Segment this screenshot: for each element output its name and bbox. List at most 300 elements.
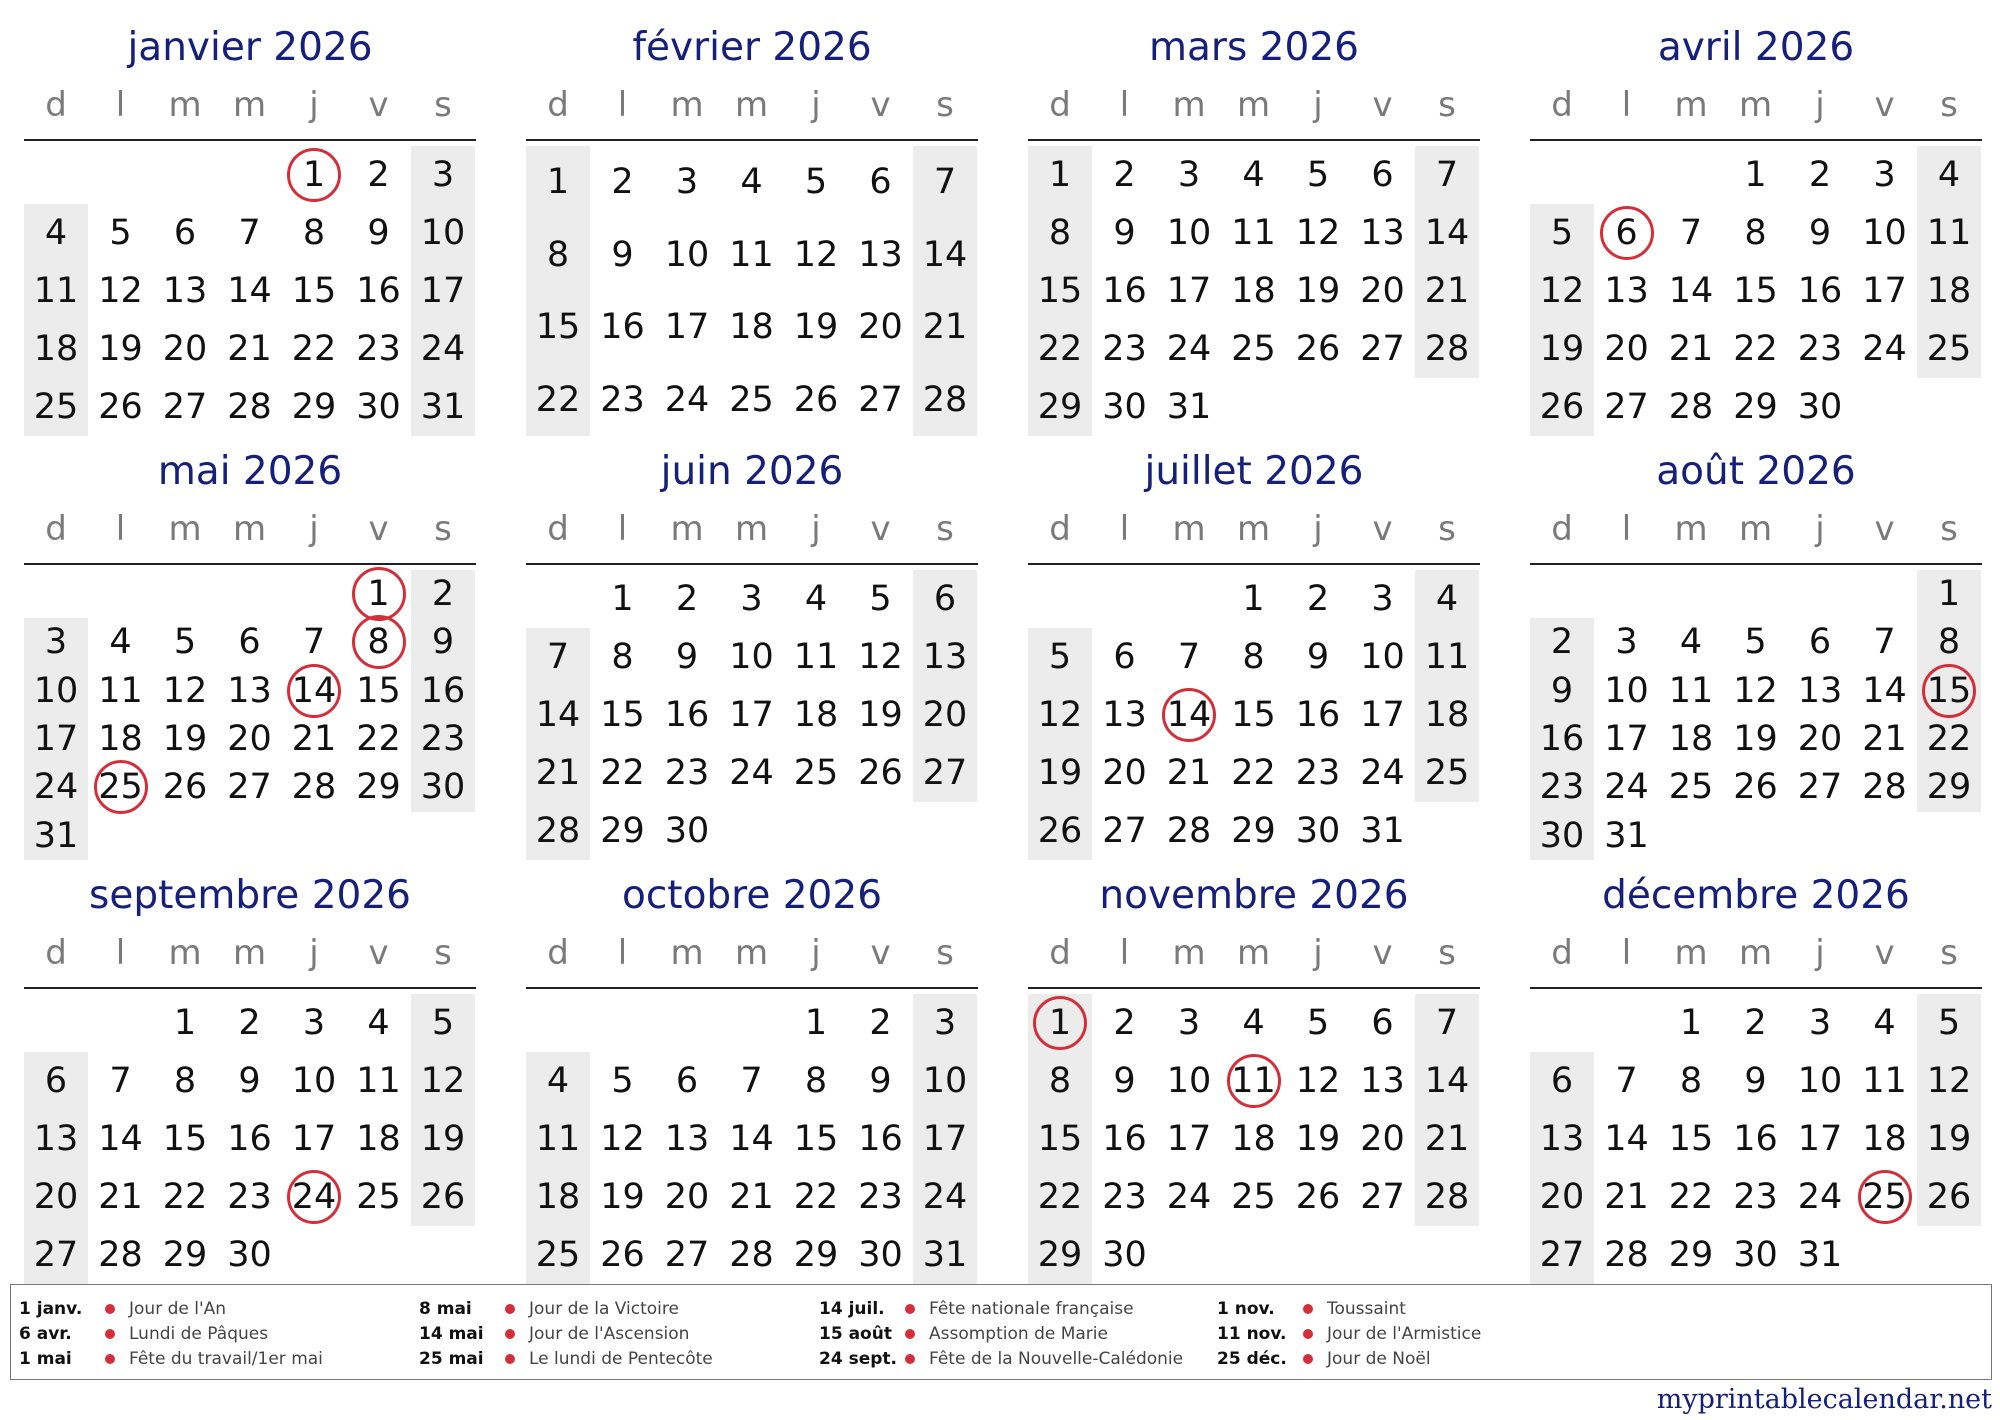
day-cell: 13 bbox=[858, 234, 903, 275]
day-cell: 23 bbox=[420, 719, 466, 759]
day-cell: 19 bbox=[858, 695, 903, 735]
day-cell: 21 bbox=[227, 329, 272, 369]
day-cell: 6 bbox=[44, 1061, 68, 1101]
legend-bullet-icon bbox=[905, 1354, 915, 1364]
weekday-label: m bbox=[670, 933, 704, 973]
day-cell: 6 bbox=[1550, 1061, 1574, 1101]
day-cell: 27 bbox=[1539, 1235, 1585, 1275]
day-cell: 7 bbox=[546, 637, 570, 677]
legend-name: Fête nationale française bbox=[929, 1299, 1134, 1319]
day-cell: 28 bbox=[922, 379, 968, 420]
legend-entry bbox=[19, 1297, 409, 1321]
day-cell: 31 bbox=[1604, 815, 1649, 856]
weekday-label: m bbox=[734, 933, 769, 973]
weekday-label: v bbox=[1874, 85, 1895, 125]
day-cell: 18 bbox=[1231, 271, 1276, 311]
month-title: mai 2026 bbox=[157, 449, 343, 494]
day-cell: 20 bbox=[664, 1177, 710, 1217]
day-cell: 30 bbox=[227, 1235, 272, 1275]
day-cell: 24 bbox=[33, 767, 79, 808]
day-cell: 22 bbox=[535, 379, 581, 420]
day-cell: 23 bbox=[1295, 753, 1341, 793]
weekday-label: s bbox=[434, 85, 452, 125]
weekday-label: m bbox=[168, 509, 202, 549]
day-cell: 6 bbox=[1371, 155, 1394, 195]
weekday-label: d bbox=[45, 85, 67, 125]
day-cell: 31 bbox=[922, 1235, 968, 1275]
legend-entry bbox=[1217, 1297, 1607, 1321]
header-divider bbox=[1530, 139, 1982, 141]
day-cell: 7 bbox=[238, 213, 261, 253]
day-cell: 13 bbox=[227, 670, 272, 711]
legend-entry bbox=[1217, 1347, 1607, 1371]
day-cell: 21 bbox=[729, 1177, 774, 1217]
day-cell: 29 bbox=[291, 387, 337, 427]
day-cell: 2 bbox=[1113, 155, 1136, 195]
day-cell: 17 bbox=[420, 271, 466, 311]
legend-entry bbox=[819, 1347, 1209, 1371]
day-cell: 15 bbox=[356, 670, 401, 711]
day-cell: 2 bbox=[1808, 155, 1832, 195]
weekday-header bbox=[1530, 928, 1982, 978]
month-5 bbox=[24, 444, 476, 854]
day-cell: 2 bbox=[1113, 1003, 1136, 1043]
day-cell: 4 bbox=[1435, 579, 1459, 619]
weekday-label: l bbox=[115, 509, 126, 549]
weekday-label: m bbox=[1236, 933, 1271, 973]
day-cell: 25 bbox=[356, 1177, 401, 1217]
day-cell: 3 bbox=[1177, 1003, 1201, 1043]
day-cell: 10 bbox=[1166, 1061, 1212, 1101]
day-cell: 3 bbox=[44, 622, 68, 663]
day-cell: 21 bbox=[535, 753, 581, 793]
day-cell: 26 bbox=[1037, 811, 1083, 851]
day-grid bbox=[1530, 994, 1982, 1284]
weekday-label: j bbox=[309, 933, 319, 973]
day-cell: 9 bbox=[1550, 670, 1574, 711]
weekday-header bbox=[526, 504, 978, 554]
day-cell: 21 bbox=[291, 719, 337, 759]
weekday-label: m bbox=[734, 509, 769, 549]
holiday-day-cell: 1 bbox=[347, 570, 411, 618]
weekday-label: d bbox=[1551, 933, 1573, 973]
day-cell: 13 bbox=[1539, 1119, 1585, 1159]
day-cell: 5 bbox=[431, 1003, 455, 1043]
legend-date: 14 juil. bbox=[819, 1299, 885, 1319]
day-cell: 30 bbox=[1797, 387, 1843, 427]
legend-date: 14 mai bbox=[419, 1324, 484, 1344]
day-grid bbox=[24, 146, 476, 436]
day-cell: 12 bbox=[600, 1119, 645, 1159]
legend-name: Fête de la Nouvelle-Calédonie bbox=[929, 1349, 1184, 1369]
day-cell: 8 bbox=[804, 1061, 828, 1101]
legend-date: 15 août bbox=[819, 1324, 892, 1344]
day-cell: 22 bbox=[1733, 329, 1778, 369]
legend-bullet-icon bbox=[105, 1329, 115, 1339]
day-cell: 8 bbox=[1937, 622, 1961, 663]
weekday-header bbox=[1530, 80, 1982, 130]
weekday-label: l bbox=[1621, 509, 1632, 549]
day-cell: 5 bbox=[173, 622, 197, 663]
day-cell: 2 bbox=[367, 155, 390, 195]
day-cell: 19 bbox=[1539, 329, 1585, 369]
header-divider bbox=[1028, 563, 1480, 565]
day-cell: 15 bbox=[535, 307, 581, 347]
day-cell: 11 bbox=[1926, 213, 1972, 253]
month-6 bbox=[526, 444, 978, 854]
weekday-label: v bbox=[368, 509, 389, 549]
weekday-label: l bbox=[1621, 933, 1632, 973]
day-cell: 9 bbox=[431, 622, 455, 663]
weekday-label: m bbox=[1674, 85, 1708, 125]
legend-bullet-icon bbox=[1303, 1329, 1313, 1339]
day-cell: 23 bbox=[1797, 329, 1843, 369]
day-cell: 14 bbox=[227, 271, 272, 311]
day-cell: 16 bbox=[1102, 271, 1147, 311]
day-cell: 14 bbox=[98, 1119, 143, 1159]
legend-bullet-icon bbox=[105, 1304, 115, 1314]
day-cell: 3 bbox=[302, 1003, 326, 1043]
day-cell: 20 bbox=[162, 329, 208, 369]
day-cell: 7 bbox=[1679, 213, 1703, 253]
month-title: novembre 2026 bbox=[1099, 873, 1409, 918]
day-cell: 18 bbox=[729, 307, 774, 347]
month-title: septembre 2026 bbox=[89, 873, 411, 918]
weekday-label: v bbox=[368, 85, 389, 125]
month-11 bbox=[1028, 868, 1480, 1278]
weekday-label: m bbox=[670, 85, 704, 125]
day-cell: 24 bbox=[1166, 329, 1212, 369]
day-cell: 28 bbox=[1424, 329, 1470, 369]
day-cell: 22 bbox=[1231, 753, 1276, 793]
day-cell: 13 bbox=[162, 271, 208, 311]
day-cell: 3 bbox=[1808, 1003, 1832, 1043]
month-7 bbox=[1028, 444, 1480, 854]
day-cell: 5 bbox=[1744, 622, 1767, 663]
legend-name: Jour de Noël bbox=[1327, 1349, 1431, 1369]
day-cell: 3 bbox=[1177, 155, 1201, 195]
day-cell: 10 bbox=[291, 1061, 337, 1101]
weekday-header bbox=[1530, 504, 1982, 554]
day-cell: 13 bbox=[33, 1119, 79, 1159]
day-cell: 27 bbox=[227, 767, 272, 808]
legend-name: Jour de la Victoire bbox=[529, 1299, 679, 1319]
holiday-day-cell: 6 bbox=[1595, 204, 1659, 262]
legend-entry bbox=[19, 1322, 409, 1346]
legend-name: Assomption de Marie bbox=[929, 1324, 1108, 1344]
header-divider bbox=[526, 563, 978, 565]
day-cell: 11 bbox=[356, 1061, 401, 1101]
weekday-label: v bbox=[870, 933, 891, 973]
day-cell: 28 bbox=[1862, 767, 1907, 808]
day-cell: 16 bbox=[600, 307, 645, 347]
day-cell: 3 bbox=[1615, 622, 1638, 663]
day-cell: 25 bbox=[1926, 329, 1972, 369]
day-cell: 30 bbox=[356, 387, 401, 427]
day-cell: 27 bbox=[1360, 1177, 1405, 1217]
day-cell: 16 bbox=[1733, 1119, 1778, 1159]
day-cell: 25 bbox=[1231, 1177, 1276, 1217]
day-cell: 8 bbox=[1679, 1061, 1703, 1101]
day-cell: 26 bbox=[1295, 1177, 1341, 1217]
day-cell: 27 bbox=[1797, 767, 1843, 808]
day-cell: 5 bbox=[611, 1061, 634, 1101]
header-divider bbox=[1028, 139, 1480, 141]
day-cell: 13 bbox=[1604, 271, 1649, 311]
day-cell: 5 bbox=[1306, 155, 1330, 195]
day-cell: 1 bbox=[546, 162, 570, 202]
month-title: février 2026 bbox=[632, 25, 872, 70]
day-cell: 9 bbox=[1808, 213, 1832, 253]
day-cell: 26 bbox=[858, 753, 903, 793]
day-cell: 2 bbox=[238, 1003, 261, 1043]
day-cell: 18 bbox=[1668, 719, 1714, 759]
legend-entry bbox=[419, 1322, 809, 1346]
day-cell: 11 bbox=[1668, 670, 1714, 711]
day-cell: 5 bbox=[1306, 1003, 1330, 1043]
day-cell: 19 bbox=[420, 1119, 466, 1159]
day-cell: 15 bbox=[600, 695, 645, 735]
day-cell: 23 bbox=[1733, 1177, 1778, 1217]
weekday-label: d bbox=[1049, 85, 1071, 125]
day-cell: 4 bbox=[740, 162, 763, 202]
day-cell: 25 bbox=[793, 753, 839, 793]
day-cell: 1 bbox=[1744, 155, 1767, 195]
day-cell: 12 bbox=[1733, 670, 1778, 711]
day-cell: 11 bbox=[98, 670, 143, 711]
month-title: mars 2026 bbox=[1149, 25, 1359, 70]
day-cell: 20 bbox=[1797, 719, 1843, 759]
legend-name: Toussaint bbox=[1327, 1299, 1406, 1319]
day-cell: 10 bbox=[1604, 670, 1649, 711]
legend-name: Le lundi de Pentecôte bbox=[529, 1349, 713, 1369]
legend-date: 8 mai bbox=[419, 1299, 472, 1319]
header-divider bbox=[24, 139, 476, 141]
legend-name: Jour de l'Ascension bbox=[529, 1324, 690, 1344]
day-cell: 23 bbox=[858, 1177, 903, 1217]
weekday-label: m bbox=[1738, 85, 1773, 125]
weekday-label: d bbox=[547, 509, 569, 549]
day-cell: 27 bbox=[664, 1235, 710, 1275]
weekday-label: l bbox=[1119, 933, 1130, 973]
month-10 bbox=[526, 868, 978, 1278]
day-cell: 9 bbox=[869, 1061, 892, 1101]
day-cell: 7 bbox=[1435, 1003, 1459, 1043]
weekday-label: l bbox=[115, 933, 126, 973]
day-cell: 5 bbox=[1550, 213, 1574, 253]
holiday-day-cell: 24 bbox=[282, 1168, 346, 1226]
day-cell: 5 bbox=[869, 579, 892, 619]
weekday-label: d bbox=[1551, 509, 1573, 549]
weekday-label: d bbox=[547, 933, 569, 973]
day-cell: 17 bbox=[1797, 1119, 1843, 1159]
day-cell: 30 bbox=[1539, 815, 1585, 856]
weekday-header bbox=[1028, 80, 1480, 130]
day-cell: 10 bbox=[729, 637, 774, 677]
day-cell: 26 bbox=[420, 1177, 466, 1217]
day-cell: 7 bbox=[933, 162, 957, 202]
day-cell: 9 bbox=[675, 637, 699, 677]
day-cell: 12 bbox=[793, 234, 839, 275]
day-cell: 21 bbox=[1668, 329, 1714, 369]
day-cell: 20 bbox=[227, 719, 272, 759]
day-cell: 4 bbox=[367, 1003, 390, 1043]
weekday-label: m bbox=[1674, 933, 1708, 973]
weekday-label: m bbox=[168, 85, 202, 125]
day-cell: 18 bbox=[1231, 1119, 1276, 1159]
legend-entry bbox=[819, 1322, 1209, 1346]
day-cell: 14 bbox=[1424, 1061, 1470, 1101]
weekday-label: m bbox=[1172, 85, 1206, 125]
day-cell: 18 bbox=[33, 329, 79, 369]
day-cell: 29 bbox=[1231, 811, 1276, 851]
day-cell: 20 bbox=[1360, 271, 1405, 311]
day-cell: 13 bbox=[1797, 670, 1843, 711]
day-cell: 24 bbox=[1862, 329, 1907, 369]
day-cell: 21 bbox=[1604, 1177, 1649, 1217]
day-cell: 15 bbox=[1037, 1119, 1083, 1159]
day-cell: 8 bbox=[173, 1061, 197, 1101]
day-cell: 30 bbox=[420, 767, 466, 808]
legend-bullet-icon bbox=[505, 1329, 515, 1339]
day-cell: 25 bbox=[729, 379, 774, 420]
day-cell: 13 bbox=[1102, 695, 1147, 735]
holiday-legend bbox=[10, 1284, 1992, 1380]
day-cell: 10 bbox=[1166, 213, 1212, 253]
day-cell: 22 bbox=[793, 1177, 839, 1217]
day-cell: 2 bbox=[1550, 622, 1574, 663]
legend-name: Jour de l'Armistice bbox=[1327, 1324, 1482, 1344]
weekday-label: m bbox=[1674, 509, 1708, 549]
day-cell: 21 bbox=[1424, 1119, 1470, 1159]
month-8 bbox=[1530, 444, 1982, 854]
legend-bullet-icon bbox=[1303, 1304, 1313, 1314]
day-cell: 23 bbox=[600, 379, 645, 420]
day-grid bbox=[1530, 570, 1982, 860]
day-cell: 9 bbox=[238, 1061, 261, 1101]
month-3 bbox=[1028, 20, 1480, 430]
day-cell: 10 bbox=[420, 213, 466, 253]
day-cell: 1 bbox=[1048, 155, 1072, 195]
day-cell: 4 bbox=[1679, 622, 1703, 663]
header-divider bbox=[24, 987, 476, 989]
day-cell: 9 bbox=[1113, 213, 1136, 253]
day-cell: 11 bbox=[1231, 213, 1276, 253]
weekday-label: l bbox=[115, 85, 126, 125]
header-divider bbox=[24, 563, 476, 565]
day-cell: 2 bbox=[431, 574, 455, 614]
weekday-label: d bbox=[1551, 85, 1573, 125]
day-cell: 18 bbox=[1862, 1119, 1907, 1159]
day-cell: 19 bbox=[98, 329, 143, 369]
day-cell: 26 bbox=[1539, 387, 1585, 427]
day-cell: 3 bbox=[1371, 579, 1394, 619]
day-cell: 19 bbox=[1926, 1119, 1972, 1159]
weekday-label: m bbox=[168, 933, 202, 973]
day-cell: 23 bbox=[1539, 767, 1585, 808]
day-cell: 8 bbox=[302, 213, 326, 253]
day-cell: 19 bbox=[1295, 271, 1341, 311]
day-cell: 6 bbox=[675, 1061, 699, 1101]
day-cell: 27 bbox=[162, 387, 208, 427]
day-cell: 11 bbox=[729, 234, 774, 275]
day-cell: 31 bbox=[1797, 1235, 1843, 1275]
day-cell: 14 bbox=[1862, 670, 1907, 711]
weekday-label: s bbox=[1438, 933, 1456, 973]
month-12 bbox=[1530, 868, 1982, 1278]
weekday-label: d bbox=[1049, 509, 1071, 549]
day-cell: 18 bbox=[356, 1119, 401, 1159]
day-cell: 2 bbox=[1306, 579, 1330, 619]
day-grid bbox=[1530, 146, 1982, 436]
weekday-label: m bbox=[1738, 933, 1773, 973]
day-cell: 22 bbox=[291, 329, 337, 369]
weekday-label: l bbox=[617, 85, 628, 125]
day-cell: 8 bbox=[1048, 213, 1072, 253]
day-cell: 11 bbox=[1862, 1061, 1907, 1101]
weekday-label: v bbox=[368, 933, 389, 973]
day-cell: 4 bbox=[1937, 155, 1961, 195]
day-cell: 24 bbox=[922, 1177, 968, 1217]
weekday-header bbox=[24, 80, 476, 130]
weekday-label: s bbox=[936, 933, 954, 973]
day-cell: 29 bbox=[1668, 1235, 1714, 1275]
day-cell: 30 bbox=[858, 1235, 903, 1275]
day-cell: 10 bbox=[33, 670, 79, 711]
day-cell: 19 bbox=[1037, 753, 1083, 793]
day-cell: 1 bbox=[173, 1003, 197, 1043]
weekday-label: s bbox=[936, 85, 954, 125]
weekday-label: j bbox=[309, 85, 319, 125]
month-title: juillet 2026 bbox=[1144, 449, 1364, 494]
day-cell: 28 bbox=[227, 387, 272, 427]
day-cell: 8 bbox=[611, 637, 634, 677]
day-cell: 12 bbox=[420, 1061, 466, 1101]
day-cell: 1 bbox=[1679, 1003, 1703, 1043]
day-cell: 7 bbox=[1435, 155, 1459, 195]
day-cell: 15 bbox=[1733, 271, 1778, 311]
day-cell: 25 bbox=[33, 387, 79, 427]
day-cell: 17 bbox=[922, 1119, 968, 1159]
legend-date: 1 nov. bbox=[1217, 1299, 1275, 1319]
day-cell: 15 bbox=[291, 271, 337, 311]
day-cell: 27 bbox=[858, 379, 903, 420]
day-cell: 17 bbox=[729, 695, 774, 735]
legend-name: Jour de l'An bbox=[129, 1299, 227, 1319]
weekday-label: j bbox=[1815, 85, 1825, 125]
day-cell: 20 bbox=[1604, 329, 1649, 369]
day-cell: 3 bbox=[1873, 155, 1896, 195]
day-cell: 12 bbox=[98, 271, 143, 311]
month-title: août 2026 bbox=[1656, 449, 1856, 494]
header-divider bbox=[526, 139, 978, 141]
weekday-label: s bbox=[1438, 509, 1456, 549]
day-cell: 21 bbox=[98, 1177, 143, 1217]
day-cell: 27 bbox=[33, 1235, 79, 1275]
day-cell: 15 bbox=[1231, 695, 1276, 735]
day-cell: 24 bbox=[1797, 1177, 1843, 1217]
day-cell: 28 bbox=[1424, 1177, 1470, 1217]
day-cell: 24 bbox=[1360, 753, 1405, 793]
day-cell: 13 bbox=[922, 637, 968, 677]
weekday-label: j bbox=[1313, 933, 1323, 973]
holiday-day-cell: 25 bbox=[89, 763, 153, 811]
day-cell: 21 bbox=[1424, 271, 1470, 311]
day-cell: 26 bbox=[1733, 767, 1778, 808]
day-cell: 4 bbox=[44, 213, 68, 253]
day-cell: 6 bbox=[1808, 622, 1832, 663]
day-cell: 14 bbox=[1604, 1119, 1649, 1159]
